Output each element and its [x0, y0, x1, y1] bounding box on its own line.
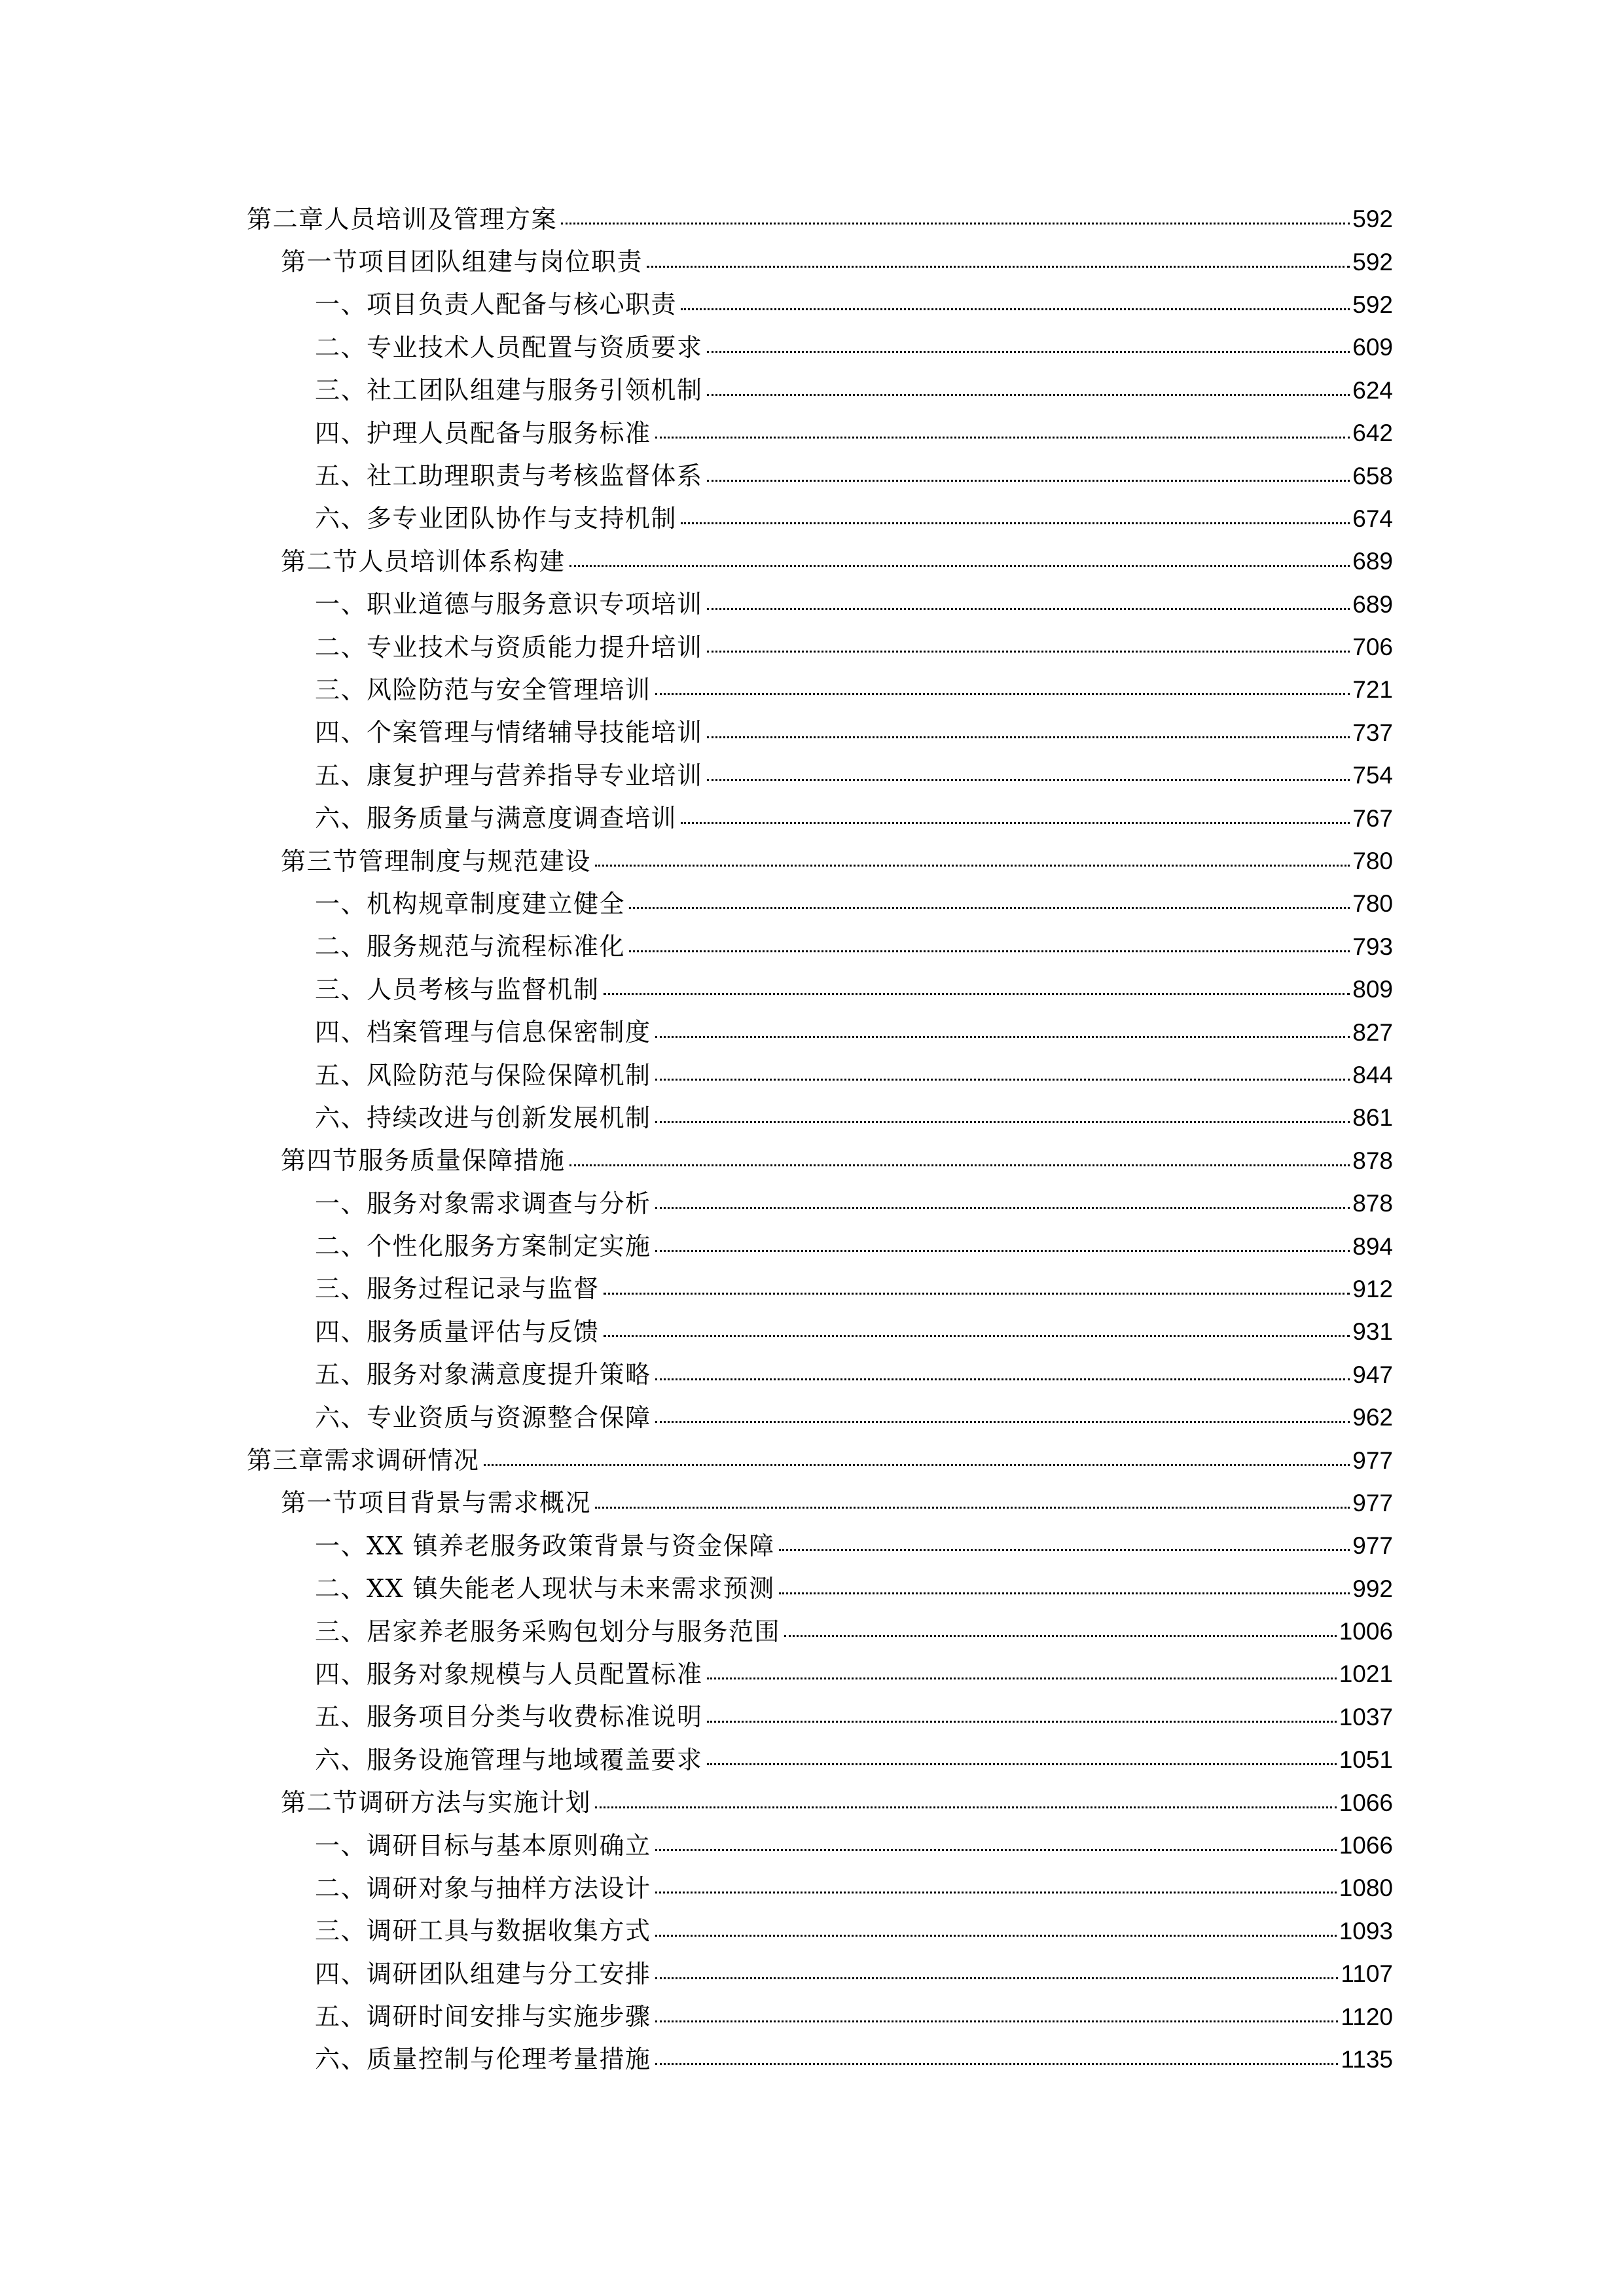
toc-subsection-entry[interactable]	[0, 1011, 1624, 1053]
toc-page-number: 878	[1352, 1147, 1393, 1174]
toc-entry-title: 二、专业技术与资质能力提升培训	[315, 632, 703, 662]
toc-entry-title: 三、调研工具与数据收集方式	[315, 1916, 651, 1946]
toc-subsection-entry[interactable]	[0, 1310, 1624, 1353]
toc-entry-row	[315, 1867, 1393, 1909]
dot-leader	[779, 1549, 1350, 1551]
toc-section-entry[interactable]	[0, 1482, 1624, 1524]
toc-entry-row	[315, 283, 1393, 326]
dot-leader	[707, 651, 1350, 653]
dot-leader	[604, 993, 1350, 995]
toc-subsection-entry[interactable]	[0, 1354, 1624, 1396]
toc-subsection-entry[interactable]	[0, 1995, 1624, 2037]
toc-subsection-entry[interactable]	[0, 1653, 1624, 1695]
toc-page-number: 689	[1352, 548, 1393, 575]
toc-entry-title: 五、服务对象满意度提升策略	[315, 1360, 651, 1390]
toc-entry-row	[315, 668, 1393, 711]
dot-leader	[655, 1121, 1350, 1123]
toc-page-number: 827	[1352, 1018, 1393, 1046]
toc-entry-title: 五、风险防范与保险保障机制	[315, 1060, 651, 1090]
toc-entry-row	[315, 968, 1393, 1011]
toc-entry-title: 第三章需求调研情况	[247, 1446, 480, 1475]
toc-entry-title: 五、康复护理与营养指导专业培训	[315, 761, 703, 790]
toc-entry-row	[315, 454, 1393, 497]
toc-entry-title: 一、服务对象需求调查与分析	[315, 1189, 651, 1218]
toc-entry-title: 五、调研时间安排与实施步骤	[315, 2002, 651, 2032]
toc-page-number: 674	[1352, 505, 1393, 532]
toc-entry-title: 二、专业技术人员配置与资质要求	[315, 332, 703, 362]
toc-subsection-entry[interactable]	[0, 925, 1624, 968]
toc-subsection-entry[interactable]	[0, 2038, 1624, 2081]
toc-entry-row	[281, 1139, 1393, 1182]
dot-leader	[604, 1335, 1350, 1337]
toc-page-number: 706	[1352, 634, 1393, 661]
toc-entry-title: 六、持续改进与创新发展机制	[315, 1103, 651, 1132]
toc-entry-row	[315, 1995, 1393, 2037]
toc-page-number: 1120	[1341, 2003, 1393, 2030]
toc-entry-row	[315, 1824, 1393, 1867]
toc-subsection-entry[interactable]	[0, 369, 1624, 412]
toc-page-number: 1021	[1339, 1660, 1393, 1688]
toc-subsection-entry[interactable]	[0, 1738, 1624, 1781]
toc-subsection-entry[interactable]	[0, 454, 1624, 497]
dot-leader	[707, 394, 1350, 396]
dot-leader	[655, 1421, 1350, 1423]
toc-subsection-entry[interactable]	[0, 626, 1624, 668]
toc-entry-row	[315, 1910, 1393, 1952]
toc-subsection-entry[interactable]	[0, 968, 1624, 1011]
toc-entry-row	[315, 1096, 1393, 1139]
toc-entry-title: 第一节项目团队组建与岗位职责	[281, 247, 643, 277]
toc-subsection-entry[interactable]	[0, 1225, 1624, 1267]
dot-leader	[655, 693, 1350, 695]
toc-entry-row	[281, 540, 1393, 583]
dot-leader	[595, 1507, 1350, 1509]
toc-subsection-entry[interactable]	[0, 1268, 1624, 1310]
toc-subsection-entry[interactable]	[0, 797, 1624, 839]
toc-entry-row	[315, 2038, 1393, 2081]
toc-page-number: 780	[1352, 890, 1393, 918]
toc-entry-title: 三、人员考核与监督机制	[315, 975, 600, 1004]
toc-subsection-entry[interactable]	[0, 668, 1624, 711]
dot-leader	[604, 1293, 1350, 1295]
toc-page-number: 809	[1352, 976, 1393, 1003]
dot-leader	[707, 1677, 1337, 1679]
toc-page-number: 1093	[1339, 1917, 1393, 1945]
toc-page-number: 624	[1352, 376, 1393, 404]
toc-entry-row	[315, 711, 1393, 754]
toc-entry-row	[315, 882, 1393, 925]
dot-leader	[655, 1977, 1339, 1979]
dot-leader	[484, 1464, 1350, 1466]
toc-entry-row	[281, 840, 1393, 882]
toc-subsection-entry[interactable]	[0, 412, 1624, 454]
toc-subsection-entry[interactable]	[0, 711, 1624, 754]
toc-section-entry[interactable]	[0, 540, 1624, 583]
toc-entry-title: 一、机构规章制度建立健全	[315, 889, 626, 918]
toc-section-entry[interactable]	[0, 840, 1624, 882]
dot-leader	[629, 907, 1350, 909]
toc-page-number: 1066	[1339, 1789, 1393, 1816]
dot-leader	[707, 351, 1350, 353]
toc-entry-title: 四、服务质量评估与反馈	[315, 1317, 600, 1346]
toc-page-number: 1051	[1339, 1746, 1393, 1774]
toc-entry-title: 五、社工助理职责与考核监督体系	[315, 461, 703, 491]
dot-leader	[707, 1721, 1337, 1723]
toc-entry-row	[315, 1054, 1393, 1096]
dot-leader	[569, 1164, 1350, 1166]
toc-subsection-entry[interactable]	[0, 1096, 1624, 1139]
toc-entry-row	[315, 1268, 1393, 1310]
toc-page-number: 767	[1352, 804, 1393, 832]
toc-entry-title: 第一节项目背景与需求概况	[281, 1488, 592, 1518]
dot-leader	[655, 1079, 1350, 1081]
dot-leader	[655, 1207, 1350, 1209]
toc-entry-row	[281, 1482, 1393, 1524]
toc-entry-title: 三、服务过程记录与监督	[315, 1274, 600, 1304]
toc-page-number: 689	[1352, 590, 1393, 618]
toc-page-number: 658	[1352, 462, 1393, 490]
toc-entry-title: 一、调研目标与基本原则确立	[315, 1831, 651, 1860]
dot-leader	[629, 950, 1350, 952]
toc-entry-row	[281, 240, 1393, 283]
toc-entry-row	[315, 1568, 1393, 1610]
toc-entry-row	[315, 925, 1393, 968]
dot-leader	[784, 1635, 1337, 1637]
toc-entry-title: 一、职业道德与服务意识专项培训	[315, 590, 703, 619]
dot-leader	[779, 1592, 1350, 1594]
toc-chapter-entry[interactable]	[0, 198, 1624, 240]
toc-chapter-entry[interactable]	[0, 1439, 1624, 1481]
dot-leader	[681, 308, 1350, 310]
toc-subsection-entry[interactable]	[0, 754, 1624, 797]
dot-leader	[655, 437, 1350, 439]
toc-entry-title: 二、调研对象与抽样方法设计	[315, 1873, 651, 1903]
dot-leader	[655, 1036, 1350, 1038]
toc-page-number: 737	[1352, 719, 1393, 746]
dot-leader	[655, 1935, 1337, 1937]
toc-entry-row	[315, 412, 1393, 454]
dot-leader	[655, 1849, 1337, 1851]
toc-entry-row	[315, 369, 1393, 412]
dot-leader	[655, 1378, 1350, 1380]
toc-entry-title: 一、项目负责人配备与核心职责	[315, 290, 677, 319]
toc-entry-title: 四、调研团队组建与分工安排	[315, 1959, 651, 1988]
toc-entry-row	[281, 1781, 1393, 1823]
dot-leader	[561, 223, 1350, 224]
toc-entry-title: 第二节人员培训体系构建	[281, 547, 566, 576]
toc-entry-title: 四、档案管理与信息保密制度	[315, 1018, 651, 1047]
dot-leader	[707, 1763, 1337, 1765]
toc-page-number: 754	[1352, 762, 1393, 789]
toc-page-number: 1107	[1341, 1960, 1393, 1988]
toc-entry-title: 四、服务对象规模与人员配置标准	[315, 1659, 703, 1689]
toc-entry-title: 二、个性化服务方案制定实施	[315, 1232, 651, 1261]
dot-leader	[681, 822, 1350, 824]
dot-leader	[595, 1806, 1337, 1808]
toc-page-number: 1066	[1339, 1832, 1393, 1859]
toc-subsection-entry[interactable]	[0, 326, 1624, 368]
toc-page-number: 1080	[1339, 1874, 1393, 1902]
toc-page-number: 947	[1352, 1361, 1393, 1388]
toc-entry-row	[247, 1439, 1393, 1481]
dot-leader	[707, 736, 1350, 738]
dot-leader	[647, 266, 1350, 268]
toc-entry-row	[315, 1653, 1393, 1695]
dot-leader	[655, 1892, 1337, 1893]
toc-subsection-entry[interactable]	[0, 583, 1624, 626]
table-of-contents	[0, 198, 1624, 2081]
dot-leader	[707, 480, 1350, 482]
toc-page-number: 894	[1352, 1232, 1393, 1260]
toc-entry-title: 第四节服务质量保障措施	[281, 1146, 566, 1175]
toc-subsection-entry[interactable]	[0, 1867, 1624, 1909]
toc-entry-row	[315, 1182, 1393, 1225]
toc-entry-title: 六、服务设施管理与地域覆盖要求	[315, 1745, 703, 1774]
toc-entry-title: 第二章人员培训及管理方案	[247, 204, 558, 234]
toc-page-number: 592	[1352, 206, 1393, 233]
toc-page-number: 1006	[1339, 1618, 1393, 1645]
toc-page-number: 977	[1352, 1489, 1393, 1516]
toc-entry-row	[315, 1225, 1393, 1267]
toc-page-number: 931	[1352, 1318, 1393, 1346]
toc-entry-row	[315, 754, 1393, 797]
toc-entry-row	[315, 1952, 1393, 1995]
toc-entry-row	[315, 1396, 1393, 1439]
toc-entry-title: 第二节调研方法与实施计划	[281, 1788, 592, 1818]
toc-page-number: 992	[1352, 1575, 1393, 1602]
dot-leader	[569, 565, 1350, 567]
toc-subsection-entry[interactable]	[0, 1524, 1624, 1567]
toc-subsection-entry[interactable]	[0, 1396, 1624, 1439]
toc-subsection-entry[interactable]	[0, 497, 1624, 540]
dot-leader	[655, 2020, 1339, 2022]
toc-page-number: 977	[1352, 1446, 1393, 1474]
toc-entry-row	[247, 198, 1393, 240]
toc-entry-row	[315, 797, 1393, 839]
toc-entry-row	[315, 326, 1393, 368]
toc-entry-title: 第三节管理制度与规范建设	[281, 846, 592, 876]
toc-page-number: 1135	[1341, 2045, 1393, 2073]
toc-subsection-entry[interactable]	[0, 1054, 1624, 1096]
toc-entry-row	[315, 626, 1393, 668]
dot-leader	[681, 522, 1350, 524]
toc-entry-title: 二、XX 镇失能老人现状与未来需求预测	[315, 1574, 775, 1604]
toc-entry-row	[315, 1738, 1393, 1781]
toc-page-number: 592	[1352, 248, 1393, 276]
toc-page-number: 1037	[1339, 1703, 1393, 1731]
toc-page-number: 878	[1352, 1190, 1393, 1217]
toc-entry-row	[315, 1610, 1393, 1653]
toc-entry-title: 二、服务规范与流程标准化	[315, 932, 626, 961]
toc-entry-title: 一、XX 镇养老服务政策背景与资金保障	[315, 1531, 775, 1560]
toc-subsection-entry[interactable]	[0, 1696, 1624, 1738]
toc-page-number: 642	[1352, 420, 1393, 447]
toc-entry-title: 六、多专业团队协作与支持机制	[315, 504, 677, 533]
toc-subsection-entry[interactable]	[0, 1824, 1624, 1867]
toc-entry-title: 三、居家养老服务采购包划分与服务范围	[315, 1617, 781, 1646]
toc-entry-row	[315, 1524, 1393, 1567]
toc-page-number: 780	[1352, 848, 1393, 875]
toc-section-entry[interactable]	[0, 1781, 1624, 1823]
dot-leader	[595, 865, 1350, 867]
toc-page-number: 793	[1352, 933, 1393, 960]
toc-entry-title: 三、社工团队组建与服务引领机制	[315, 376, 703, 405]
toc-subsection-entry[interactable]	[0, 1568, 1624, 1610]
toc-subsection-entry[interactable]	[0, 283, 1624, 326]
toc-section-entry[interactable]	[0, 240, 1624, 283]
toc-entry-title: 六、质量控制与伦理考量措施	[315, 2045, 651, 2074]
toc-entry-title: 四、护理人员配备与服务标准	[315, 418, 651, 448]
toc-subsection-entry[interactable]	[0, 1610, 1624, 1653]
toc-subsection-entry[interactable]	[0, 1182, 1624, 1225]
dot-leader	[707, 608, 1350, 610]
toc-entry-title: 三、风险防范与安全管理培训	[315, 675, 651, 704]
toc-subsection-entry[interactable]	[0, 1952, 1624, 1995]
toc-entry-row	[315, 1696, 1393, 1738]
toc-subsection-entry[interactable]	[0, 882, 1624, 925]
toc-page-number: 912	[1352, 1275, 1393, 1302]
dot-leader	[655, 2063, 1339, 2065]
toc-page-number: 861	[1352, 1104, 1393, 1132]
toc-subsection-entry[interactable]	[0, 1910, 1624, 1952]
toc-entry-row	[315, 1310, 1393, 1353]
toc-entry-row	[315, 1354, 1393, 1396]
toc-page-number: 977	[1352, 1532, 1393, 1560]
toc-entry-title: 六、服务质量与满意度调查培训	[315, 804, 677, 833]
dot-leader	[655, 1250, 1350, 1252]
toc-page-number: 844	[1352, 1062, 1393, 1088]
toc-page-number: 962	[1352, 1404, 1393, 1431]
toc-page-number: 592	[1352, 291, 1393, 318]
toc-page-number: 609	[1352, 334, 1393, 361]
toc-entry-title: 五、服务项目分类与收费标准说明	[315, 1702, 703, 1732]
toc-entry-title: 四、个案管理与情绪辅导技能培训	[315, 718, 703, 747]
toc-entry-row	[315, 1011, 1393, 1053]
toc-entry-row	[315, 497, 1393, 540]
dot-leader	[707, 779, 1350, 781]
toc-section-entry[interactable]	[0, 1139, 1624, 1182]
toc-entry-row	[315, 583, 1393, 626]
toc-entry-title: 六、专业资质与资源整合保障	[315, 1403, 651, 1432]
toc-page-number: 721	[1352, 676, 1393, 704]
